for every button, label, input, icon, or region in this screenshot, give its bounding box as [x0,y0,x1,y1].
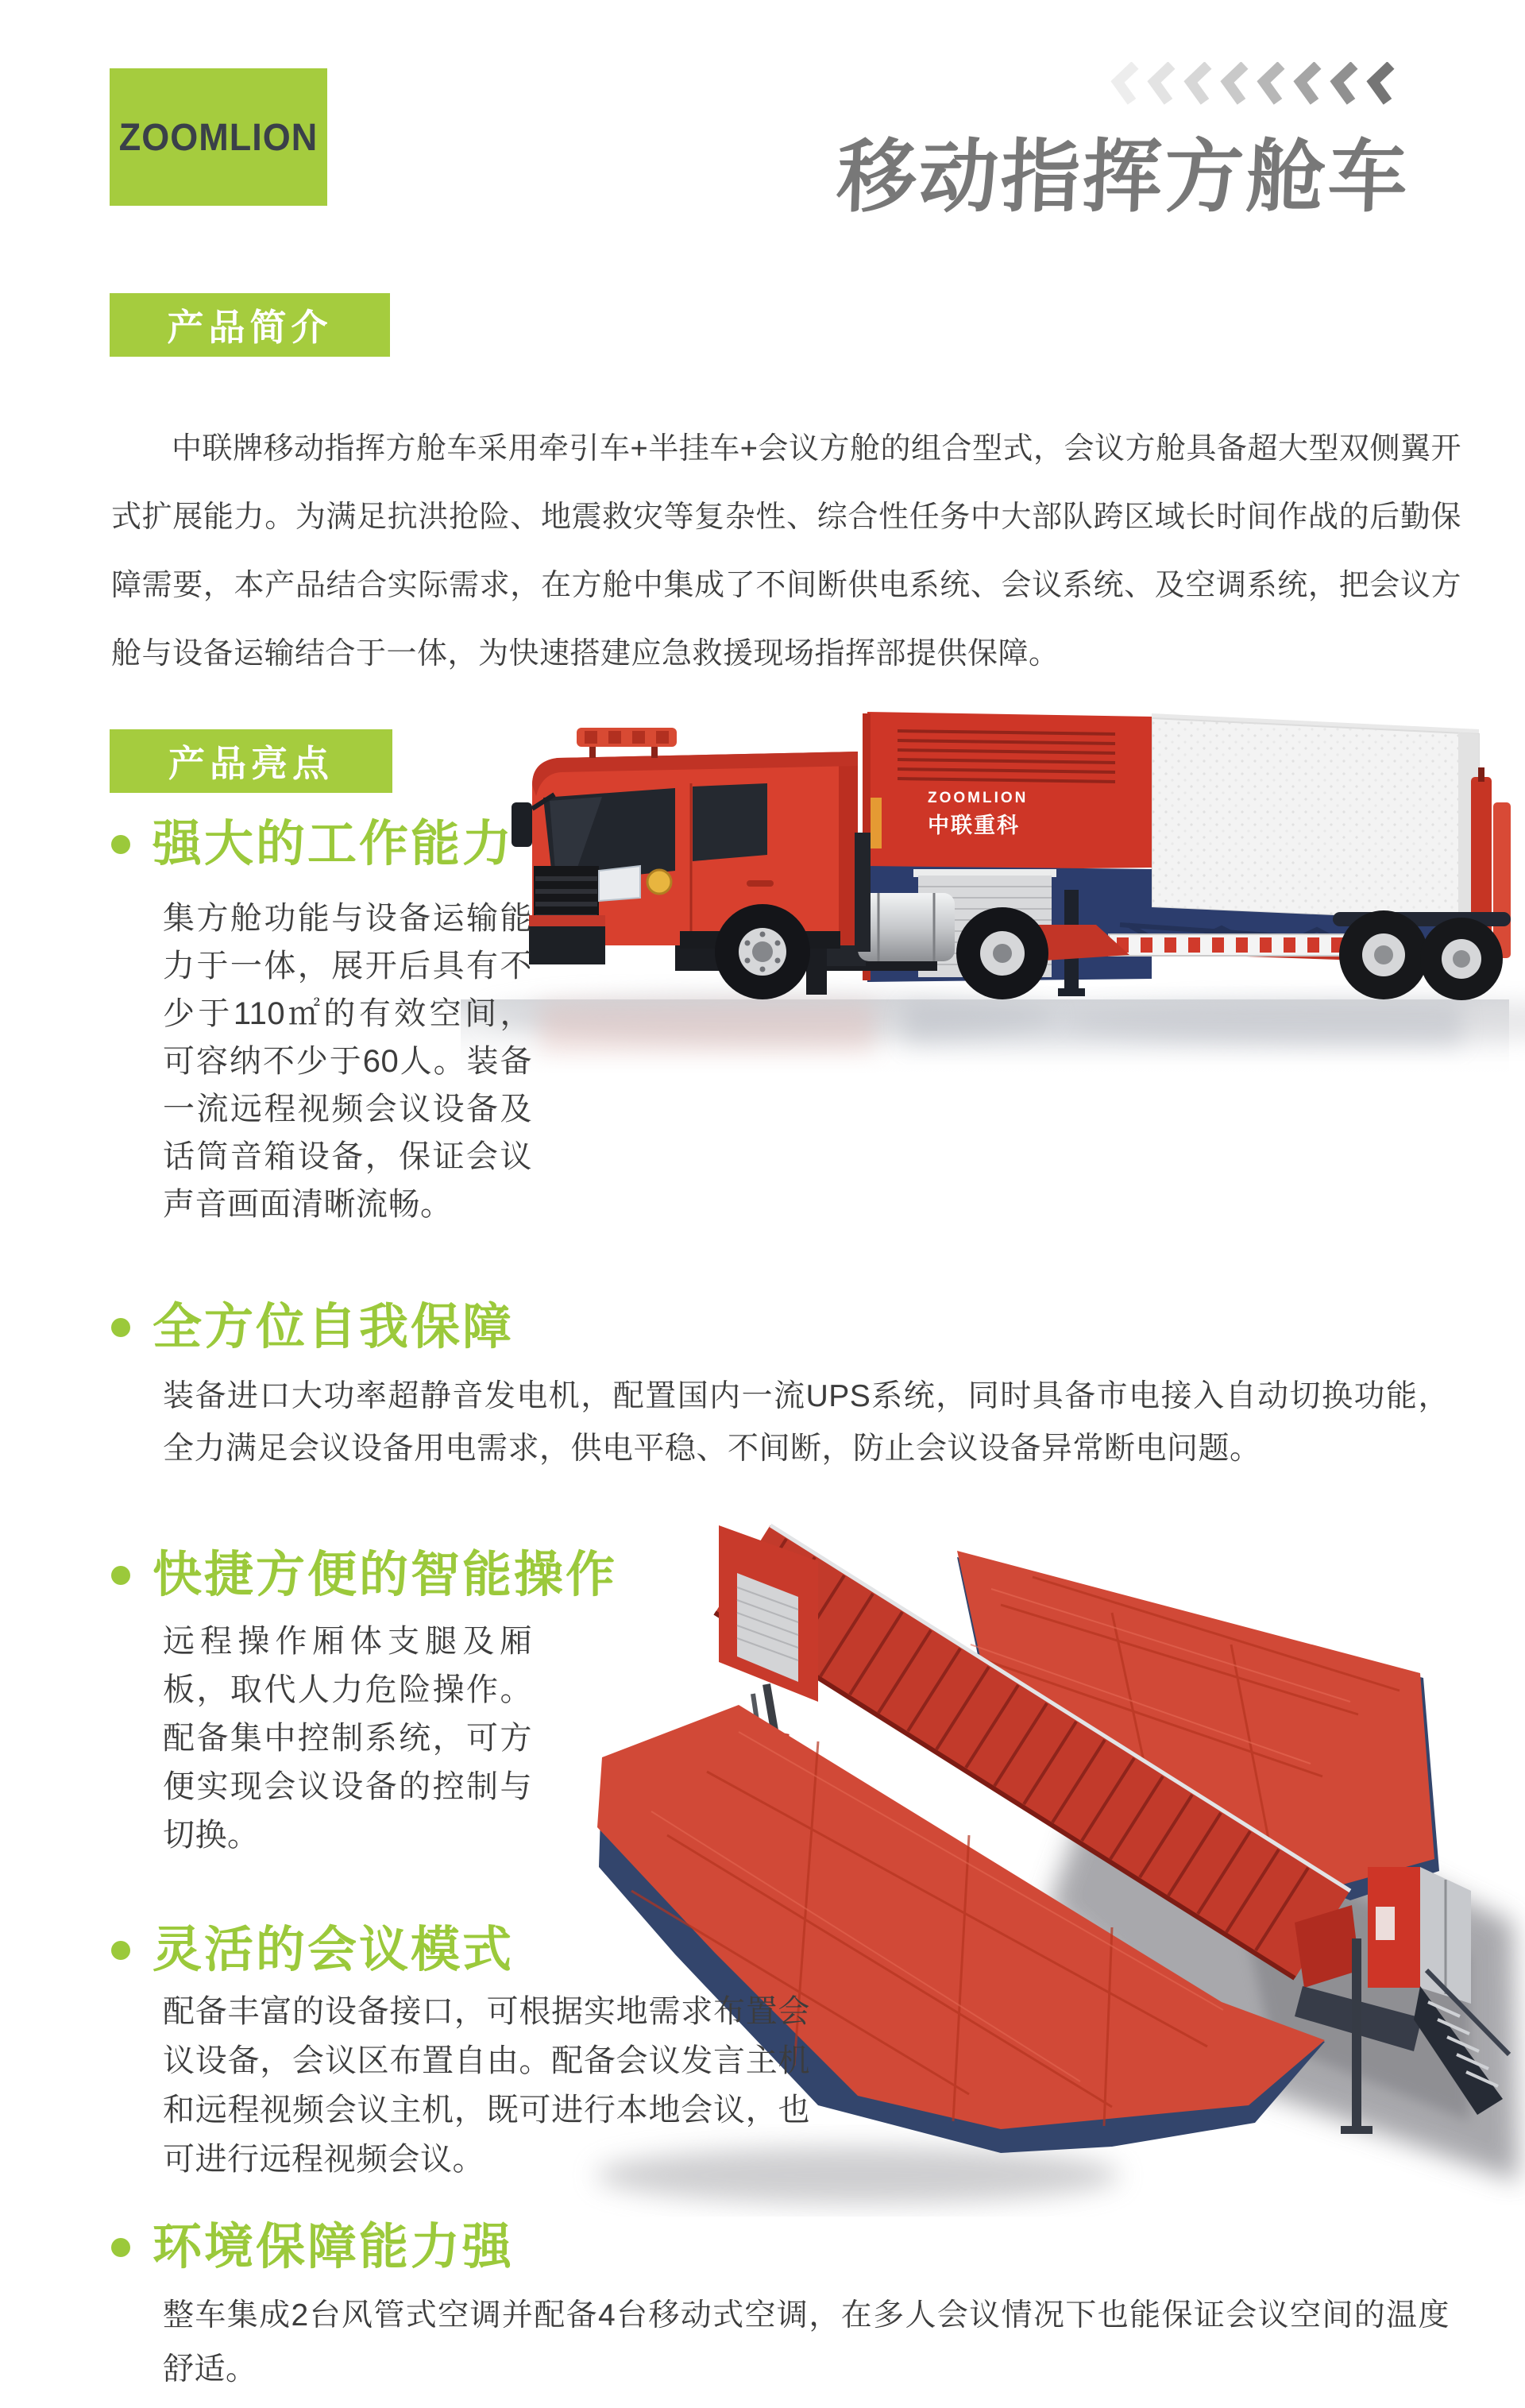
brand-logo-text: ZOOMLION [118,114,319,159]
bullet-icon [111,1566,130,1585]
container-panel [1152,718,1479,922]
highlight-section-heading-4 [111,1923,515,1977]
highlight-heading: 全方位自我保障 [152,1300,515,1355]
highlight-section-heading-3 [111,1548,618,1602]
highlight-heading: 环境保障能力强 [152,2220,515,2275]
page-title: 移动指挥方舱车 [836,133,1411,222]
highlights-badge: 产品亮点 [110,729,392,793]
highlight-heading: 快捷方便的智能操作 [152,1548,618,1602]
highlight-section-heading-1 [111,817,515,872]
intro-paragraph: 中联牌移动指挥方舱车采用牵引车+半挂车+会议方舱的组合型式，会议方舱具备超大型双侧翼开式扩展能力。为满足抗洪抢险、地震救灾等复杂性、综合性任务中大部队跨区域长时间作战的后勤保障需要，本产品结合实际需求，在方舱中集成了不间断供电系统、会议系统、及空调系统，把会议方舱与设备运输结合于一体，为快速搭建应急救援现场指挥部提供保障。 [111,432,1461,671]
truck-brand-label: ZOOMLION [928,790,1029,806]
bullet-icon [111,2238,130,2257]
headlight [599,866,640,901]
truck-brand-label-cn: 中联重科 [928,814,1020,837]
highlight-body-2: 装备进口大功率超静音发电机，配置国内一流UPS系统，同时具备市电接入自动切换功能，全力满足会议设备用电需求，供电平稳、不间断，防止会议设备异常断电问题。 [163,1379,1450,1466]
bullet-icon [111,1941,130,1960]
chevron-decoration [1106,62,1408,105]
bullet-icon [111,1318,130,1337]
highlight-body-3: 远程操作厢体支腿及厢板，取代人力危险操作。配备集中控制系统，可方便实现会议设备的控制与切换。 [163,1624,532,1853]
mirror [512,802,532,847]
highlight-body-1: 集方舱功能与设备运输能力于一体，展开后具有不少于110㎡的有效空间，可容纳不少于60人。装备一流远程视频会议设备及话筒音箱设备，保证会议声音画面清晰流畅。 [163,901,532,1222]
side-window [693,783,767,861]
intro-badge: 产品简介 [110,293,390,357]
bullet-icon [111,835,130,854]
door-emblem [647,870,671,894]
highlight-heading: 灵活的会议模式 [152,1923,515,1977]
highlight-body-4: 配备丰富的设备接口，可根据实地需求布置会议设备，会议区布置自由。配备会议发言主机和远程视频会议主机，既可进行本地会议，也可进行远程视频会议。 [163,1994,810,2177]
truck-photo [413,682,1525,1083]
highlight-section-heading-5 [111,2220,515,2275]
brand-logo [110,68,327,206]
highlight-section-heading-2 [111,1300,515,1355]
fuel-tank [858,893,955,961]
highlight-heading: 强大的工作能力 [152,817,515,872]
highlight-body-5: 整车集成2台风管式空调并配备4台移动式空调，在多人会议情况下也能保证会议空间的温度舒适。 [163,2298,1450,2387]
